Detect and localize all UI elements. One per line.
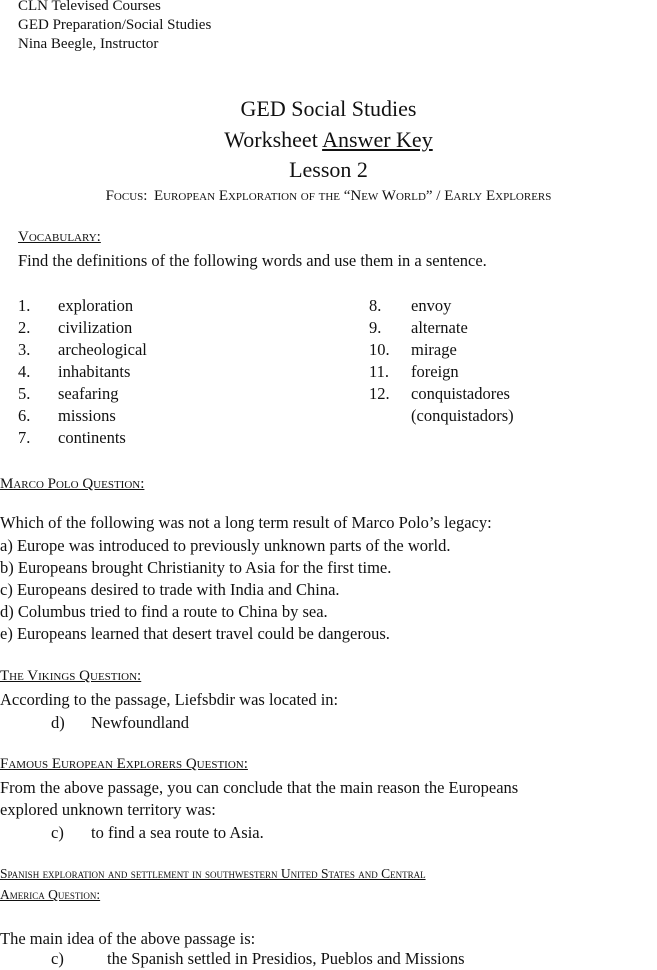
subtitle-prefix: Worksheet <box>224 127 323 152</box>
list-item: e) Europeans learned that desert travel could be dangerous. <box>0 624 390 643</box>
list-item: 10. mirage <box>369 340 457 359</box>
list-item: 12. conquistadores <box>369 384 510 403</box>
spanish-question: The main idea of the above passage is: <box>0 929 256 948</box>
list-item: 8. envoy <box>369 296 452 315</box>
vocabulary-instruction: Find the definitions of the following words and use them in a sentence. <box>18 251 487 270</box>
vocabulary-heading: Vocabulary: <box>18 229 101 245</box>
page-subtitle <box>0 127 657 153</box>
list-item: 3. archeological <box>18 340 147 359</box>
instructor-name: Nina Beegle, Instructor <box>18 36 159 52</box>
explorers-question-line2: explored unknown territory was: <box>0 800 216 819</box>
explorers-answer: c) to find a sea route to Asia. <box>51 823 264 842</box>
vocab-list-left <box>18 295 147 449</box>
list-item: a) Europe was introduced to previously unknown parts of the world. <box>0 536 451 555</box>
subtitle-answer-key: Answer Key <box>322 127 433 152</box>
spanish-heading-line1: Spanish exploration and settlement in southwestern United States and Central <box>0 866 426 881</box>
list-item: d) Columbus tried to find a route to China by sea. <box>0 602 328 621</box>
list-item: 11. foreign <box>369 362 459 381</box>
page-title: GED Social Studies <box>240 96 417 121</box>
vocab-list-right <box>369 295 514 427</box>
marco-polo-heading: Marco Polo Question: <box>0 476 145 492</box>
list-item: c) Europeans desired to trade with India and China. <box>0 580 340 599</box>
list-item: b) Europeans brought Christianity to Asia for the first time. <box>0 558 392 577</box>
list-item: 1. exploration <box>18 296 134 315</box>
list-item: 4. inhabitants <box>18 362 131 381</box>
list-item: 7. continents <box>18 428 126 447</box>
focus-label: Focus: <box>105 188 148 204</box>
explorers-heading: Famous European Explorers Question: <box>0 756 248 772</box>
list-item: 9. alternate <box>369 318 468 337</box>
focus-text: European Exploration of the “New World” / Early Explorers <box>153 188 552 204</box>
list-item: 2. civilization <box>18 318 133 337</box>
marco-polo-question: Which of the following was not a long term result of Marco Polo’s legacy: <box>0 513 492 532</box>
course-subject: GED Preparation/Social Studies <box>18 17 212 33</box>
spanish-heading-line2: America Question: <box>0 887 101 902</box>
list-item: 5. seafaring <box>18 384 119 403</box>
focus-line <box>0 188 657 205</box>
course-name: CLN Televised Courses <box>18 0 161 14</box>
list-item: (conquistadors) <box>411 406 514 425</box>
marco-polo-options <box>0 535 450 645</box>
lesson-title: Lesson 2 <box>289 157 368 182</box>
vikings-answer: d) Newfoundland <box>51 713 190 732</box>
vikings-question: According to the passage, Liefsbdir was located in: <box>0 690 339 709</box>
vikings-heading: The Vikings Question: <box>0 668 142 684</box>
list-item: 6. missions <box>18 406 116 425</box>
explorers-question-line1: From the above passage, you can conclude that the main reason the Europeans <box>0 778 519 797</box>
spanish-answer: c) the Spanish settled in Presidios, Pueblos and Missions <box>51 949 465 968</box>
